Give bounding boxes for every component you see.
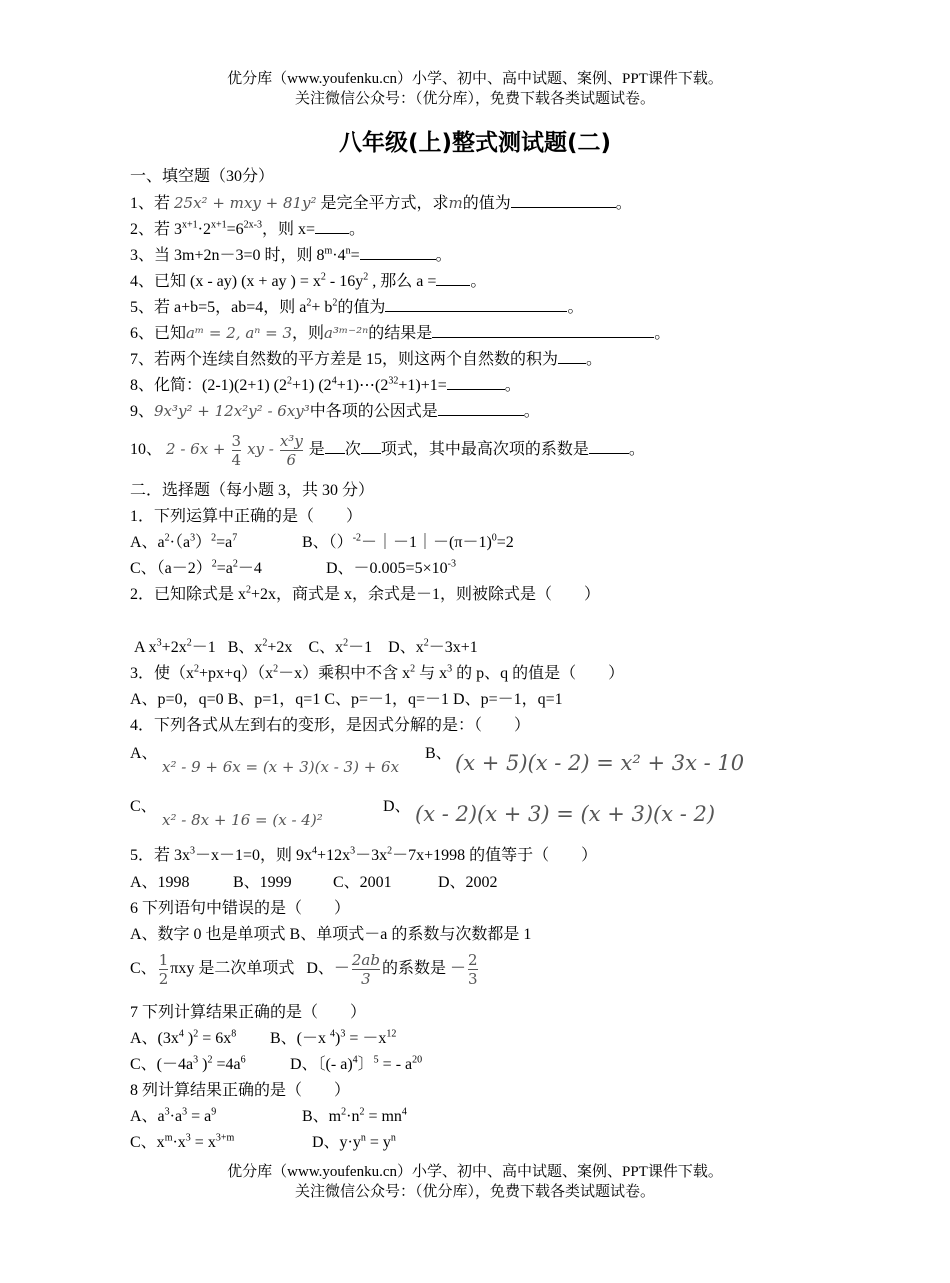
page-title: 八年级(上)整式测试题(二) [338,130,612,156]
q1-var: m [448,194,463,212]
choice-q4-c-expr: x² - 8x + 16 = (x - 4)² [162,811,323,829]
choice-q4-b-label: B、 [425,745,452,762]
choice-q4: 4．下列各式从左到右的变形，是因式分解的是：（ ） [130,717,531,734]
choice-q8: 8 列计算结果正确的是（ ） [130,1082,351,1099]
answer-blank[interactable] [360,245,436,260]
fraction: $\frac{1}{2}$ [158,951,169,988]
choice-q2-options: A $x^3+2x^2-1$ B、$x^2+2x$ C、$x^2-1$ D、$x^2-3x+1$ [134,637,478,656]
fraction: $\frac{3}{4}$ [231,432,242,469]
choice-q4-a-expr: x² - 9 + 6x = (x + 3)(x - 3) + 6x [162,758,400,776]
answer-blank[interactable] [385,297,567,312]
fill-q6: 6、已知aᵐ = 2, aⁿ = 3，则a³ᵐ⁻²ⁿ的结果是 。 [130,324,671,342]
fill-q5: 5、若 a+b=5，ab=4，则 $a^2+ b^2$的值为 。 [130,297,584,316]
section2-heading: 二．选择题（每小题 3，共 30 分） [130,482,375,499]
choice-q2: 2．已知除式是 $x^2+2x$，商式是 x，余式是－1，则被除式是（ ） [130,584,601,603]
choice-q6: 6 下列语句中错误的是（ ） [130,900,351,917]
answer-blank[interactable] [558,349,586,364]
fill-q10: 10、 2 - 6x + $\frac{3}{4}$ xy - $\frac{\text{x³y}}{6}$ 是 次 项式，其中最高次项的系数是 。 [130,432,645,469]
choice-q3-options: A、p=0，q=0 B、p=1，q=1 C、p=－1，q=－1 D、p=－1，q=1 [130,691,563,708]
choice-q1-ab: A、$a^2\cdot(a^3)^2=a^7$ B、$()^{-2}-|-1|-(\pi-1)^0=2$ [130,532,514,551]
choice-q7-ab: A、($3x^4$ )$^2 = 6x^8$ B、(－x $^4)^3 = -x^{12}$ [130,1028,397,1047]
fill-q4: 4、已知 (x - ay) (x + ay ) = $x^2 - 16y^2$ , 那么 a = 。 [130,271,487,290]
fill-q1 [130,193,632,214]
choice-q5: 5．若 $3x^3-x-1=0$，则 $9x^4+12x^3-3x^2-7x+1998$ 的值等于（ ） [130,845,598,864]
fraction: $\frac{2}{3}$ [468,951,478,988]
choice-q8-cd: C、$x^m\cdot x^3 = x^{3+m}$ D、$y\cdot y^n = y^n$ [130,1132,396,1151]
footer-line-1: 优分库（www.youfenku.cn）小学、初中、高中试题、案例、PPT课件下载。 [227,1164,723,1180]
fill-q7: 7、若两个连续自然数的平方差是 15，则这两个自然数的积为 。 [130,351,603,368]
choice-q4-c-label: C、 [130,798,157,815]
answer-blank[interactable] [325,439,345,454]
choice-q5-options: A、1998 B、1999 C、2001 D、2002 [130,874,498,891]
fill-q9: 9、9x³y² + 12x²y² - 6xy³中各项的公因式是 。 [130,402,540,420]
q1-tail: 的值为 [462,195,511,212]
footer-line-2: 关注微信公众号：（优分库），免费下载各类试题试卷。 [294,1184,655,1200]
choice-q4-d-expr: (x - 2)(x + 3) = (x + 3)(x - 2) [415,802,716,826]
fill-q8: 8、化简：(2-1)(2+1) $(2^2+1)$ $(2^4+1)\cdots(2^{32}+1)+1=$ 。 [130,375,521,394]
choice-q6-cd: C、 $\frac{1}{2}$ πxy 是二次单项式 D、－ $\frac{2ab}{3}$ 的系数是 － $\frac{2}{3}$ [130,951,478,988]
q1-expression: 25x² + mxy + 81y² [174,194,317,212]
answer-blank[interactable] [436,271,470,286]
q1-end: 。 [615,195,632,212]
answer-blank[interactable] [315,219,349,234]
header-line-1: 优分库（www.youfenku.cn）小学、初中、高中试题、案例、PPT课件下载。 [227,71,723,87]
answer-blank[interactable] [438,401,524,416]
q1-num: 1、若 [130,195,171,212]
header-line-2: 关注微信公众号：（优分库），免费下载各类试题试卷。 [294,91,655,107]
q1-text: 是完全平方式，求 [320,195,449,212]
answer-blank[interactable] [447,375,505,390]
fill-q3: 3、当 3m+2n－3=0 时，则 $8^m\cdot 4^n=$ 。 [130,245,452,264]
fraction: $\frac{\text{x³y}}{6}$ [279,432,303,469]
fraction: $\frac{2ab}{3}$ [351,951,380,988]
choice-q3: 3．使$(x^2+px+q)(x^2-x)$乘积中不含 $x^2$ 与 $x^3$ 的 p、q 的值是（ ） [130,663,625,682]
answer-blank[interactable] [432,323,654,338]
choice-q4-b-expr: (x + 5)(x - 2) = x² + 3x - 10 [455,751,745,775]
choice-q1: 1．下列运算中正确的是（ ） [130,508,363,525]
fill-q2: 2、若 $3^{x+1}\cdot 2^{x+1}=6^{2x-3}$，则 x= 。 [130,219,366,238]
choice-q4-d-label: D、 [383,798,411,815]
answer-blank[interactable] [361,439,381,454]
section1-heading: 一、填空题（30分） [130,168,275,185]
choice-q8-ab: A、$a^3\cdot a^3 = a^9$ B、$m^2\cdot n^2 = mn^4$ [130,1106,407,1125]
choice-q4-a-label: A、 [130,745,158,762]
choice-q6-ab: A、数字 0 也是单项式 B、单项式－a 的系数与次数都是 1 [130,926,532,943]
choice-q1-cd: C、$(a-2)^2=a^2-4$ D、$-0.005=5\times 10^{-3}$ [130,558,456,577]
choice-q7-cd: C、($-4a^3$ )$^2 =4a^6$ D、〔(- a)$^4$〕$^5$ = - $a^{20}$ [130,1054,423,1073]
choice-q7: 7 下列计算结果正确的是（ ） [130,1004,367,1021]
answer-blank[interactable] [589,439,629,454]
answer-blank[interactable] [511,193,616,208]
